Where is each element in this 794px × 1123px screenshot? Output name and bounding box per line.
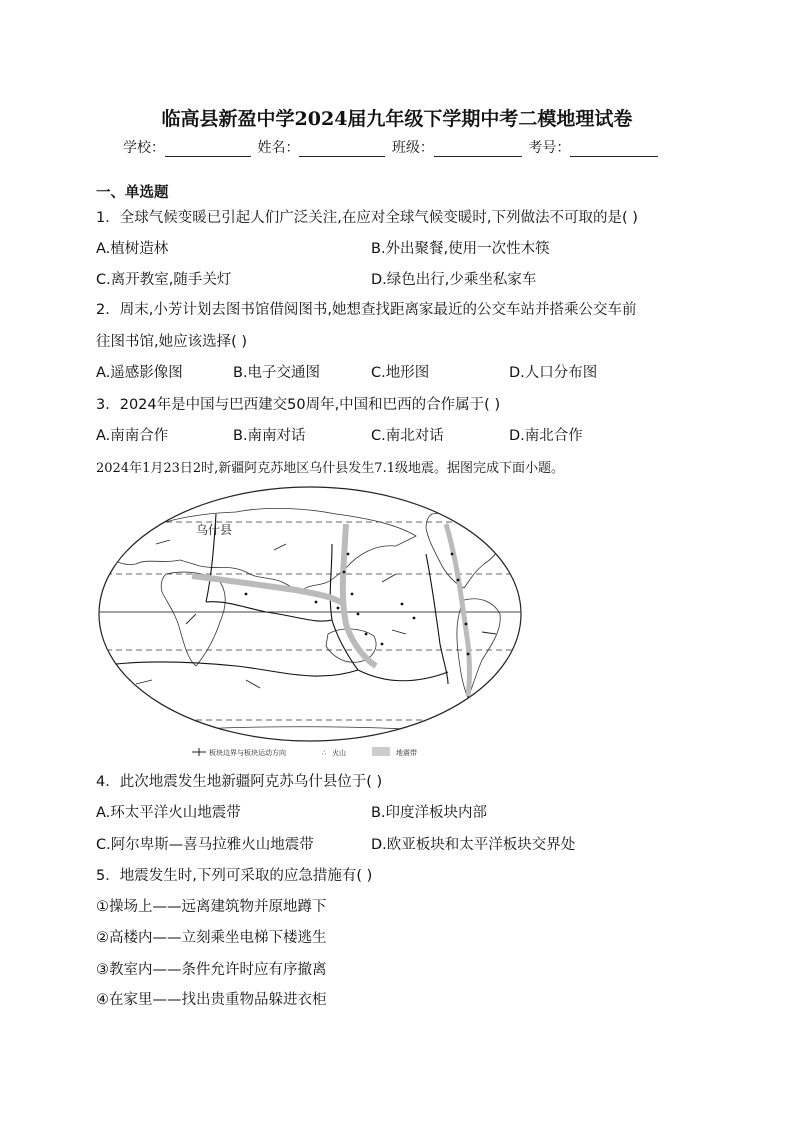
question-2-stem-line2: 往图书馆,她应该选择( ) xyxy=(96,334,248,350)
world-plate-map xyxy=(96,484,526,762)
exam-no-blank xyxy=(570,142,658,157)
question-1-stem: 1．全球气候变暖已引起人们广泛关注,在应对全球气候变暖时,下列做法不可取的是( ) xyxy=(96,210,638,226)
q4-option-b: B.印度洋板块内部 xyxy=(371,805,488,821)
q4-option-d: D.欧亚板块和太平洋板块交界处 xyxy=(371,837,576,853)
q4-option-c: C.阿尔卑斯—喜马拉雅火山地震带 xyxy=(96,837,314,853)
q4-option-a: A.环太平洋火山地震带 xyxy=(96,805,241,821)
q1-option-b: B.外出聚餐,使用一次性木筷 xyxy=(371,241,550,257)
q2-option-c: C.地形图 xyxy=(371,365,430,381)
material-text: 2024年1月23日2时,新疆阿克苏地区乌什县发生7.1级地震。据图完成下面小题。 xyxy=(96,461,564,476)
school-label: 学校： xyxy=(123,140,165,156)
legend-volcano: 火山 xyxy=(332,749,346,757)
q3-option-d: D.南北合作 xyxy=(509,428,583,444)
legend-volcano-symbol: ∴ xyxy=(322,749,327,757)
q2-option-a: A.遥感影像图 xyxy=(96,365,183,381)
q5-item-3: ③教室内——条件允许时应有序撤离 xyxy=(96,962,327,978)
legend-boundary: 板块边界与板块运动方向 xyxy=(209,749,286,757)
q2-option-d: D.人口分布图 xyxy=(509,365,598,381)
exam-title: 临高县新盈中学2024届九年级下学期中考二模地理试卷 xyxy=(161,108,633,130)
q2-option-b: B.电子交通图 xyxy=(233,365,321,381)
name-label: 姓名： xyxy=(257,140,300,156)
q5-item-2: ②高楼内——立刻乘坐电梯下楼逃生 xyxy=(96,930,327,946)
section-title: 一、单选题 xyxy=(96,185,169,201)
map-frame xyxy=(99,487,521,741)
question-5-stem: 5．地震发生时,下列可采取的应急措施有( ) xyxy=(96,868,373,884)
q3-option-c: C.南北对话 xyxy=(371,428,444,444)
q5-item-4: ④在家里——找出贵重物品躲进衣柜 xyxy=(96,992,327,1008)
q1-option-a: A.植树造林 xyxy=(96,241,169,257)
legend-quake-swatch xyxy=(372,747,390,756)
name-blank xyxy=(299,142,385,157)
exam-no-label: 考号： xyxy=(528,140,571,156)
class-label: 班级： xyxy=(391,140,434,156)
class-blank xyxy=(434,142,522,157)
q3-option-a: A.南南合作 xyxy=(96,428,169,444)
q3-option-b: B.南南对话 xyxy=(233,428,306,444)
question-4-stem: 4．此次地震发生地新疆阿克苏乌什县位于( ) xyxy=(96,774,383,790)
q1-option-c: C.离开教室,随手关灯 xyxy=(96,272,232,288)
q5-item-1: ①操场上——远离建筑物并原地蹲下 xyxy=(96,899,327,915)
legend-quake: 地震带 xyxy=(396,749,417,757)
question-2-stem-line1: 2．周末,小芳计划去图书馆借阅图书,她想查找距离家最近的公交车站并搭乘公交车前 xyxy=(96,302,637,318)
school-blank xyxy=(165,142,251,157)
map-legend xyxy=(192,747,417,757)
uqturpan-label: 乌什县 xyxy=(196,523,233,537)
q1-option-d: D.绿色出行,少乘坐私家车 xyxy=(371,272,537,288)
question-3-stem: 3．2024年是中国与巴西建交50周年,中国和巴西的合作属于( ) xyxy=(96,397,501,413)
student-info-line xyxy=(123,137,660,157)
